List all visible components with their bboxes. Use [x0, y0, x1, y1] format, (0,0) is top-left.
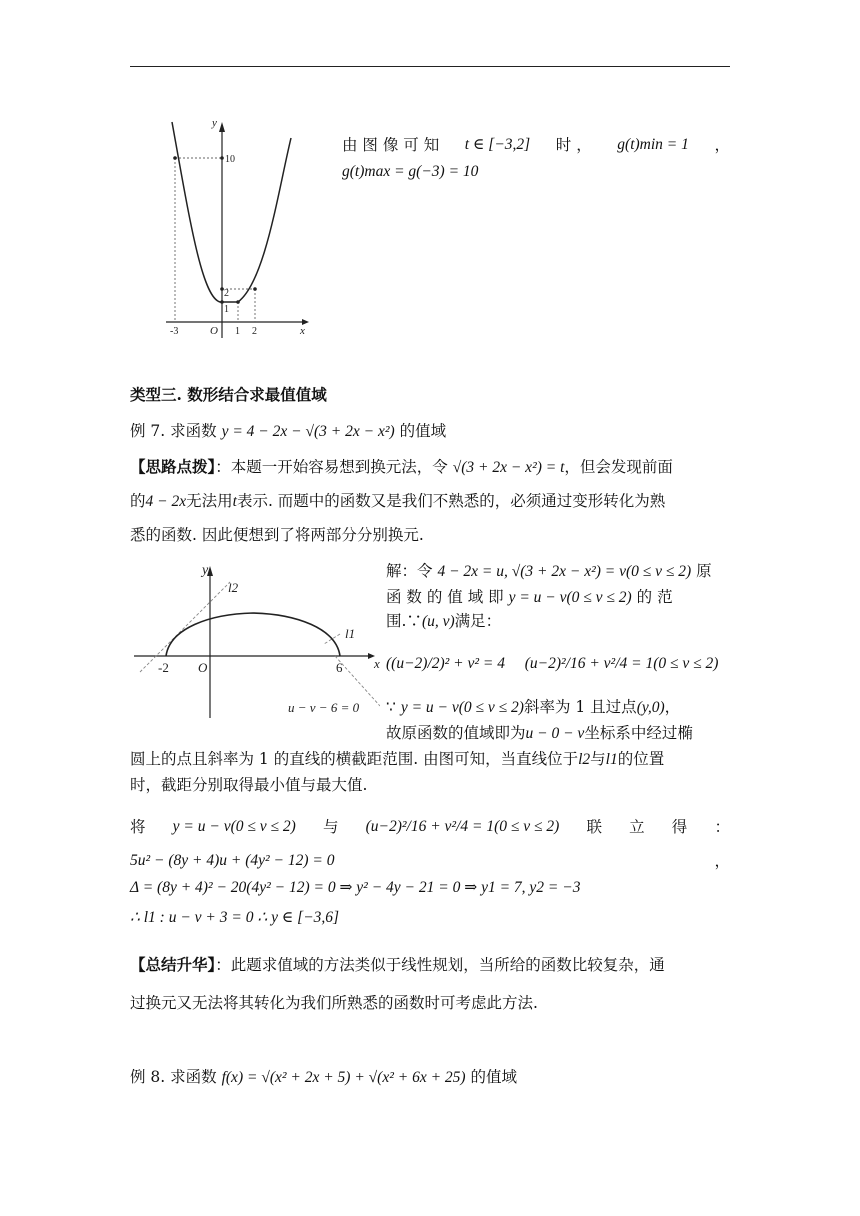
solution-uv: (u, v) [421, 613, 455, 630]
fig1-caption-line2 [342, 156, 478, 187]
point-y10 [220, 156, 224, 160]
joint-line-eq: y = u − v(0 ≤ v ≤ 2) [172, 818, 296, 835]
solution-point: (y,0) [636, 699, 665, 716]
parabola-curve [172, 122, 291, 302]
section-heading: 类型三. 数形结合求最值值域 [130, 385, 327, 404]
tick-x1: 1 [235, 326, 240, 337]
hint-line1 [130, 452, 673, 483]
joint-text-5: 得 [671, 818, 688, 836]
joint-text-4: 立 [629, 818, 645, 836]
solution-text-2: 函 数 的 值 域 即 [386, 588, 504, 606]
quadratic-eq-tail: ， [714, 852, 730, 870]
solution-l1: l1 [605, 751, 618, 768]
caption-text-c: ， [714, 136, 730, 154]
solution-text-2b: 的 范 [636, 588, 673, 606]
joint-text-6: ： [714, 818, 730, 836]
hint-expr: 4 − 2x [145, 493, 187, 510]
tick-x-minus3: -3 [170, 326, 179, 337]
caption-text-a: 由 图 像 可 知 [342, 136, 440, 154]
joint-line [130, 812, 730, 842]
solution-coord: u − 0 − v [525, 725, 585, 742]
hint-text-5: 表示. 而题中的函数又是我们不熟悉的，必须通过变形转化为熟 [236, 492, 666, 510]
example7-function: y = 4 − 2x − √(3 + 2x − x²) [221, 423, 395, 440]
example7-line [130, 416, 446, 447]
solution-line-eq: y = u − v(0 ≤ v ≤ 2) [400, 699, 524, 716]
result-eq: ∴ l1 : u − v + 3 = 0 ∴ y ∈ [−3,6] [130, 909, 340, 926]
solution-l2: l2 [578, 751, 591, 768]
solution-text-7b: 的位置 [617, 750, 665, 768]
summary-label: 【总结升华】 [130, 955, 216, 974]
solution-subst: 4 − 2x = u, √(3 + 2x − x²) = v(0 ≤ v ≤ 2) [437, 563, 692, 580]
summary-text-1: ：此题求值域的方法类似于线性规划，当所给的函数比较复杂，通 [215, 956, 665, 974]
example8-prefix: 例 8. 求函数 [130, 1068, 217, 1086]
y-label-2: y [202, 563, 209, 578]
solution-because: ∵ [386, 698, 396, 716]
solution-equations [386, 648, 718, 679]
point-vertex-right [236, 300, 240, 304]
solution-text-7: 圆上的点且斜率为 1 的直线的横截距范围. 由图可知，当直线位于 [130, 750, 579, 768]
x-axis-label: x [300, 325, 305, 337]
equation-ellipse: (u−2)²/16 + v²/4 = 1(0 ≤ v ≤ 2) [524, 655, 719, 672]
joint-text-1: 将 [130, 818, 146, 836]
hint-text-3: 的 [130, 492, 146, 510]
header-rule [130, 66, 730, 67]
tick-x2: 2 [252, 326, 257, 337]
x-label-2: x [374, 656, 380, 671]
caption-math-interval: t ∈ [−3,2] [464, 136, 531, 153]
l2-label: l2 [228, 580, 239, 595]
example8-function: f(x) = √(x² + 2x + 5) + √(x² + 6x + 25) [221, 1069, 466, 1086]
solution-text-8: 时，截距分别取得最小值与最大值. [130, 776, 368, 794]
example8-suffix: 的值域 [470, 1068, 518, 1086]
hint-text-1: ：本题一开始容易想到换元法，令 [215, 458, 448, 476]
solution-range: y = u − v(0 ≤ v ≤ 2) [508, 589, 632, 606]
point-minus3 [173, 156, 177, 160]
solution-text-1: 解：令 [386, 562, 433, 580]
y-axis-arrow [219, 122, 225, 132]
ellipse-arc [166, 613, 340, 656]
solution-slope-text: 斜率为 1 且过点 [523, 698, 637, 716]
tick-6: 6 [336, 660, 343, 675]
hint-line3 [130, 520, 424, 550]
tick-y10: 10 [225, 154, 235, 165]
example8-line [130, 1062, 517, 1093]
solution-text-6: 故原函数的值域即为 [386, 724, 526, 742]
solution-line3 [386, 606, 501, 637]
solution-line8 [130, 770, 367, 800]
hint-label: 【思路点拨】 [130, 457, 216, 476]
solution-text-1b: 原 [696, 562, 712, 580]
y-axis-label: y [212, 117, 217, 129]
summary-line1 [130, 950, 665, 980]
solution-text-3b: 满足： [454, 612, 502, 630]
caption-text-b: 时 ， [555, 136, 592, 154]
example7-prefix: 例 7. 求函数 [130, 422, 217, 440]
solution-text-7and: 与 [590, 750, 606, 768]
solution-text-3: 围.∵ [386, 612, 422, 630]
joint-text-2: 与 [322, 818, 339, 836]
l1-label: l1 [345, 626, 356, 641]
summary-line2 [130, 988, 538, 1018]
discriminant-eq: Δ = (8y + 4)² − 20(4y² − 12) = 0 ⇒ y² − 4y − 21 = 0 ⇒ y1 = 7, y2 = −3 [130, 879, 581, 896]
solution-text-6b: 坐标系中经过椭 [584, 724, 693, 742]
example7-suffix: 的值域 [399, 422, 447, 440]
quadratic-eq: 5u² − (8y + 4)u + (4y² − 12) = 0 [130, 852, 335, 869]
caption-math-gmax: g(t)max = g(−3) = 10 [342, 163, 479, 180]
origin-label-2: O [198, 660, 208, 675]
hint-substitution: √(3 + 2x − x²) = t [452, 459, 565, 476]
caption-math-gmin: g(t)min = 1 [617, 136, 689, 153]
tick-minus2: -2 [158, 660, 169, 675]
line-equation: u − v − 6 = 0 [288, 700, 360, 715]
hint-line2 [130, 486, 665, 517]
ellipse-figure [130, 556, 380, 724]
equation-line-3 [130, 902, 339, 933]
hint-text-6: 悉的函数. 因此便想到了将两部分分别换元. [130, 526, 424, 544]
hint-text-4: 无法用 [186, 492, 233, 510]
parabola-figure [160, 112, 320, 344]
equation-line-2 [130, 872, 580, 903]
hint-text-2: ，但会发现前面 [564, 458, 673, 476]
tick-y2: 2 [224, 288, 229, 299]
solution-text-5b: ， [664, 698, 681, 716]
joint-text-3: 联 [586, 818, 602, 836]
point-2 [253, 287, 257, 291]
summary-text-2: 过换元又无法将其转化为我们所熟悉的函数时可考虑此方法. [130, 994, 538, 1012]
hint-t: t [232, 493, 237, 510]
tick-y1: 1 [224, 304, 229, 315]
equation-circle: ((u−2)/2)² + v² = 4 [386, 655, 506, 672]
line-l2 [140, 582, 230, 672]
joint-ellipse-eq: (u−2)²/16 + v²/4 = 1(0 ≤ v ≤ 2) [365, 818, 560, 835]
origin-label: O [210, 325, 218, 337]
